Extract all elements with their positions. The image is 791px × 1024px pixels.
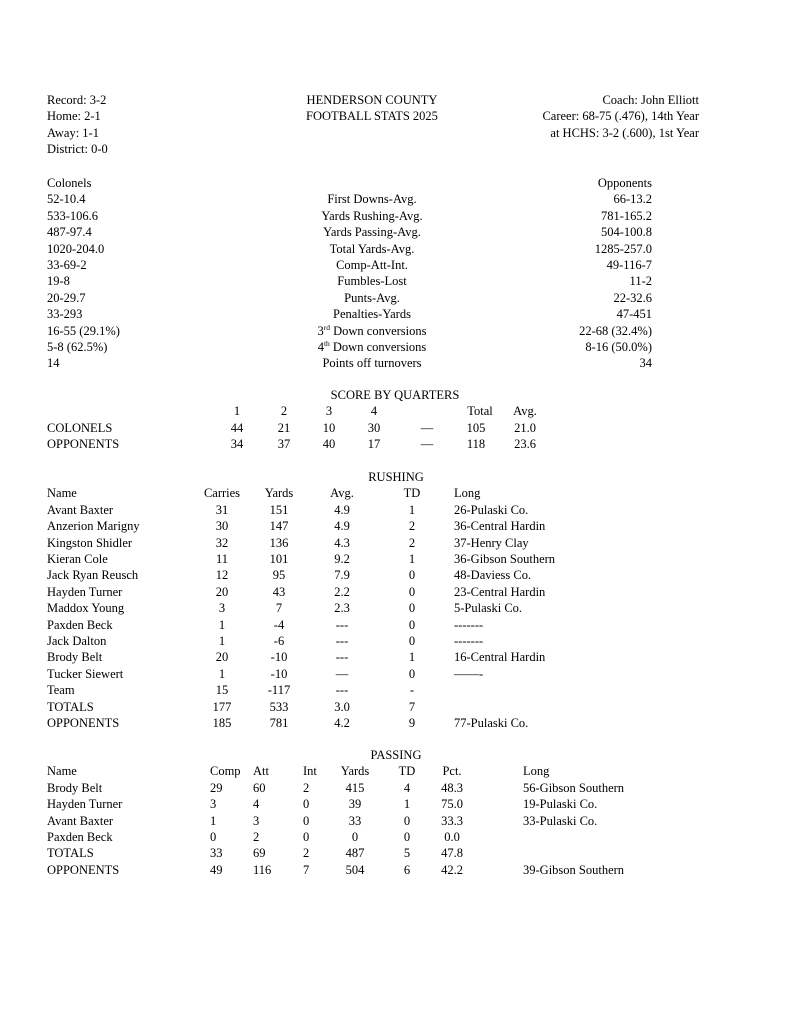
ordinal-suffix: th (323, 338, 330, 348)
stat-label (242, 324, 502, 339)
col-header-long: Long (523, 764, 550, 779)
pass-yards: 504 (345, 862, 365, 877)
carries: 1 (218, 634, 226, 648)
long-run: 16-Central Hardin (454, 650, 546, 665)
down-label: Down conversions (329, 340, 427, 354)
col-header-int: Int (303, 764, 317, 779)
yards: 136 (269, 535, 289, 550)
player-name: Avant Baxter (47, 502, 114, 517)
long-pass: 56-Gibson Southern (523, 780, 625, 795)
completions: 3 (210, 797, 217, 812)
carries: 20 (215, 584, 229, 599)
touchdowns: - (409, 683, 415, 698)
avg: 2.2 (334, 584, 350, 599)
yards: 781 (269, 716, 289, 730)
pass-yards: 487 (345, 846, 365, 861)
yards: 147 (269, 519, 289, 534)
quarter-header: 2 (280, 404, 288, 419)
long-run: 5-Pulaski Co. (454, 601, 523, 616)
player-name: Hayden Turner (47, 584, 123, 599)
record-line: Home: 2-1 (47, 109, 101, 124)
player-name: Hayden Turner (47, 797, 123, 812)
opponents-stat: 49-116-7 (606, 258, 652, 272)
ordinal-suffix: rd (323, 322, 330, 332)
yards: -6 (273, 634, 285, 648)
yards: 101 (269, 552, 289, 566)
pass-yards: 0 (351, 830, 359, 844)
player-name: OPPONENTS (47, 716, 120, 730)
stat-label: Yards Passing-Avg. (323, 225, 421, 240)
section-title: RUSHING (368, 470, 424, 484)
touchdowns: 1 (408, 552, 416, 566)
completions: 0 (210, 830, 217, 844)
completion-pct: 47.8 (441, 846, 463, 861)
carries: 15 (215, 683, 229, 698)
section-title: SCORE BY QUARTERS (330, 388, 460, 402)
pass-yards: 39 (348, 797, 362, 812)
carries: 12 (215, 568, 229, 583)
pass-yards: 33 (348, 813, 362, 828)
section-title: PASSING (370, 748, 422, 762)
attempts: 2 (253, 830, 260, 844)
quarter-score: 37 (277, 437, 291, 452)
col-header-name: Name (47, 486, 77, 501)
quarter-score: 44 (230, 420, 244, 435)
carries: 1 (218, 666, 226, 681)
record-line: Record: 3-2 (47, 93, 107, 107)
completions: 49 (210, 862, 223, 877)
opponents-stat: 8-16 (50.0%) (585, 340, 652, 354)
player-name: Brody Belt (47, 650, 103, 665)
interceptions: 0 (303, 797, 310, 812)
yards: -10 (270, 666, 288, 681)
carries: 177 (212, 699, 232, 714)
long-run: 36-Central Hardin (454, 519, 546, 534)
yards: 151 (269, 502, 289, 517)
avg: --- (335, 683, 349, 698)
avg: — (335, 666, 349, 681)
dash-separator: — (420, 437, 434, 452)
pass-yards: 415 (345, 780, 365, 795)
quarter-score: 30 (367, 420, 381, 435)
yards: 43 (272, 584, 286, 599)
player-name: Jack Dalton (47, 634, 107, 648)
stat-label: Yards Rushing-Avg. (321, 208, 423, 223)
player-name: TOTALS (47, 699, 94, 714)
player-name: Team (47, 683, 75, 698)
carries: 30 (215, 519, 229, 534)
carries: 185 (212, 716, 232, 730)
col-header-pct: Pct. (442, 764, 462, 779)
avg: 4.9 (334, 502, 350, 517)
quarter-score: 40 (322, 437, 336, 452)
quarter-header: 3 (325, 404, 333, 419)
yards: -10 (270, 650, 288, 665)
avg: --- (335, 617, 349, 632)
long-run: 36-Gibson Southern (454, 552, 556, 566)
completion-pct: 75.0 (441, 797, 463, 812)
quarter-score: 21 (277, 420, 291, 435)
long-run: ------- (454, 634, 484, 648)
carries: 11 (215, 552, 229, 566)
avg: 4.2 (334, 716, 350, 730)
carries: 31 (215, 502, 229, 517)
colonels-stat: 16-55 (29.1%) (47, 323, 120, 338)
record-line: Away: 1-1 (47, 125, 99, 140)
col-header-avg: Avg. (330, 486, 354, 501)
long-run: 48-Daviess Co. (454, 568, 532, 583)
player-name: Anzerion Marigny (47, 519, 140, 534)
interceptions: 2 (303, 780, 310, 795)
player-name: Kieran Cole (47, 552, 108, 566)
colonels-stat: 19-8 (47, 274, 70, 289)
col-header-att: Att (253, 764, 269, 779)
school-title: HENDERSON COUNTY (306, 93, 438, 107)
completion-pct: 42.2 (441, 862, 463, 877)
interceptions: 2 (303, 846, 310, 861)
colonels-stat: 487-97.4 (47, 225, 92, 240)
down-number: 3 (317, 323, 324, 338)
pass-td: 5 (403, 846, 411, 861)
attempts: 69 (253, 846, 266, 861)
opponents-stat: 504-100.8 (600, 225, 652, 240)
avg: 9.2 (334, 552, 350, 566)
colonels-stat: 533-106.6 (47, 208, 99, 223)
quarter-header: 4 (370, 404, 378, 419)
yards: -4 (273, 617, 285, 632)
avg: 2.3 (334, 601, 350, 616)
player-name: TOTALS (47, 846, 94, 861)
down-label: Down conversions (329, 323, 427, 338)
opponents-stat: 66-13.2 (613, 192, 652, 207)
player-name: Avant Baxter (47, 813, 114, 828)
player-name: Jack Ryan Reusch (47, 568, 139, 583)
touchdowns: 0 (408, 601, 416, 616)
opponents-stat: 47-451 (616, 307, 652, 322)
interceptions: 7 (303, 862, 310, 877)
stat-label: Fumbles-Lost (337, 274, 407, 289)
touchdowns: 0 (408, 584, 416, 599)
opponents-header: Opponents (597, 176, 652, 190)
touchdowns: 0 (408, 634, 416, 648)
record-line: District: 0-0 (47, 142, 108, 157)
quarter-score: 10 (322, 420, 336, 435)
player-name: Maddox Young (47, 601, 125, 616)
coach-line: at HCHS: 3-2 (.600), 1st Year (550, 125, 699, 140)
player-name: Paxden Beck (47, 617, 113, 632)
long-run: 77-Pulaski Co. (454, 716, 529, 730)
touchdowns: 2 (408, 535, 416, 550)
completions: 29 (210, 780, 223, 795)
completion-pct: 48.3 (441, 780, 463, 795)
colonels-stat: 33-69-2 (47, 258, 87, 272)
col-header-td: TD (398, 764, 416, 779)
quarter-header: 1 (233, 404, 241, 419)
stat-label (242, 340, 502, 355)
report-title: FOOTBALL STATS 2025 (306, 109, 438, 124)
carries: 20 (215, 650, 229, 665)
col-header-td: TD (403, 486, 421, 501)
touchdowns: 2 (408, 519, 416, 534)
total-score: 105 (466, 420, 486, 435)
stat-label: First Downs-Avg. (327, 192, 417, 207)
opponents-stat: 1285-257.0 (594, 241, 652, 256)
long-run: 23-Central Hardin (454, 584, 546, 599)
avg: --- (335, 650, 349, 665)
completions: 33 (210, 846, 223, 861)
long-pass: 19-Pulaski Co. (523, 797, 598, 812)
long-run: 37-Henry Clay (454, 535, 529, 550)
interceptions: 0 (303, 813, 310, 828)
interceptions: 0 (303, 830, 310, 844)
avg: 4.3 (334, 535, 350, 550)
team-name: OPPONENTS (47, 437, 120, 452)
carries: 32 (215, 535, 229, 550)
long-run: ------- (454, 617, 484, 632)
attempts: 60 (253, 780, 266, 795)
opponents-stat: 34 (639, 356, 652, 371)
long-run: ——- (454, 666, 484, 681)
colonels-stat: 20-29.7 (47, 290, 86, 305)
col-header-comp: Comp (210, 764, 241, 779)
coach-line: Coach: John Elliott (602, 93, 699, 107)
avg-score: 21.0 (514, 420, 536, 435)
player-name: Paxden Beck (47, 830, 113, 844)
player-name: Brody Belt (47, 780, 103, 795)
quarter-score: 34 (230, 437, 244, 452)
player-name: Kingston Shidler (47, 535, 133, 550)
down-number: 4 (317, 340, 324, 354)
yards: 533 (269, 699, 289, 714)
avg-score: 23.6 (514, 437, 536, 452)
touchdowns: 0 (408, 666, 416, 681)
pass-td: 0 (403, 813, 411, 828)
col-header-yards: Yards (264, 486, 294, 501)
opponents-stat: 11-2 (629, 274, 652, 289)
long-pass: 39-Gibson Southern (523, 862, 625, 877)
total-score: 118 (466, 437, 486, 452)
long-pass: 33-Pulaski Co. (523, 813, 598, 828)
carries: 1 (218, 617, 226, 632)
opponents-stat: 781-165.2 (600, 208, 652, 223)
dash-separator: — (420, 420, 434, 435)
long-run: 26-Pulaski Co. (454, 502, 529, 517)
player-name: Tucker Siewert (47, 666, 124, 681)
yards: 7 (275, 601, 283, 616)
player-name: OPPONENTS (47, 862, 120, 877)
team-name: COLONELS (47, 420, 113, 435)
completion-pct: 33.3 (441, 813, 463, 828)
colonels-stat: 33-293 (47, 307, 83, 322)
touchdowns: 1 (408, 650, 416, 665)
colonels-stat: 52-10.4 (47, 192, 86, 207)
col-header-long: Long (454, 486, 481, 501)
col-header-carries: Carries (203, 486, 241, 501)
carries: 3 (218, 601, 226, 616)
opponents-stat: 22-32.6 (613, 290, 652, 305)
stat-label: Penalties-Yards (333, 307, 411, 322)
attempts: 116 (253, 862, 272, 877)
yards: -117 (267, 683, 291, 698)
completion-pct: 0.0 (444, 830, 460, 844)
stat-label: Total Yards-Avg. (329, 241, 415, 256)
pass-td: 4 (403, 780, 411, 795)
quarter-score: 17 (367, 437, 381, 452)
stat-label: Points off turnovers (322, 356, 422, 371)
attempts: 4 (253, 797, 260, 812)
coach-line: Career: 68-75 (.476), 14th Year (542, 109, 699, 124)
avg: 4.9 (334, 519, 350, 534)
colonels-stat: 1020-204.0 (47, 241, 105, 256)
touchdowns: 0 (408, 617, 416, 632)
completions: 1 (210, 813, 217, 828)
pass-td: 0 (403, 830, 411, 844)
stat-label: Comp-Att-Int. (336, 258, 408, 272)
touchdowns: 1 (408, 502, 416, 517)
avg: 7.9 (334, 568, 350, 583)
pass-td: 1 (403, 797, 411, 812)
avg-header: Avg. (513, 404, 537, 419)
colonels-header: Colonels (47, 176, 92, 190)
colonels-stat: 5-8 (62.5%) (47, 340, 108, 354)
total-header: Total (467, 404, 493, 419)
avg: --- (335, 634, 349, 648)
col-header-yards: Yards (340, 764, 370, 779)
opponents-stat: 22-68 (32.4%) (579, 323, 652, 338)
col-header-name: Name (47, 764, 77, 779)
stat-label: Punts-Avg. (344, 290, 400, 305)
pass-td: 6 (403, 862, 411, 877)
avg: 3.0 (334, 699, 350, 714)
yards: 95 (272, 568, 286, 583)
touchdowns: 9 (408, 716, 416, 730)
touchdowns: 0 (408, 568, 416, 583)
colonels-stat: 14 (47, 356, 60, 371)
touchdowns: 7 (408, 699, 416, 714)
attempts: 3 (253, 813, 260, 828)
